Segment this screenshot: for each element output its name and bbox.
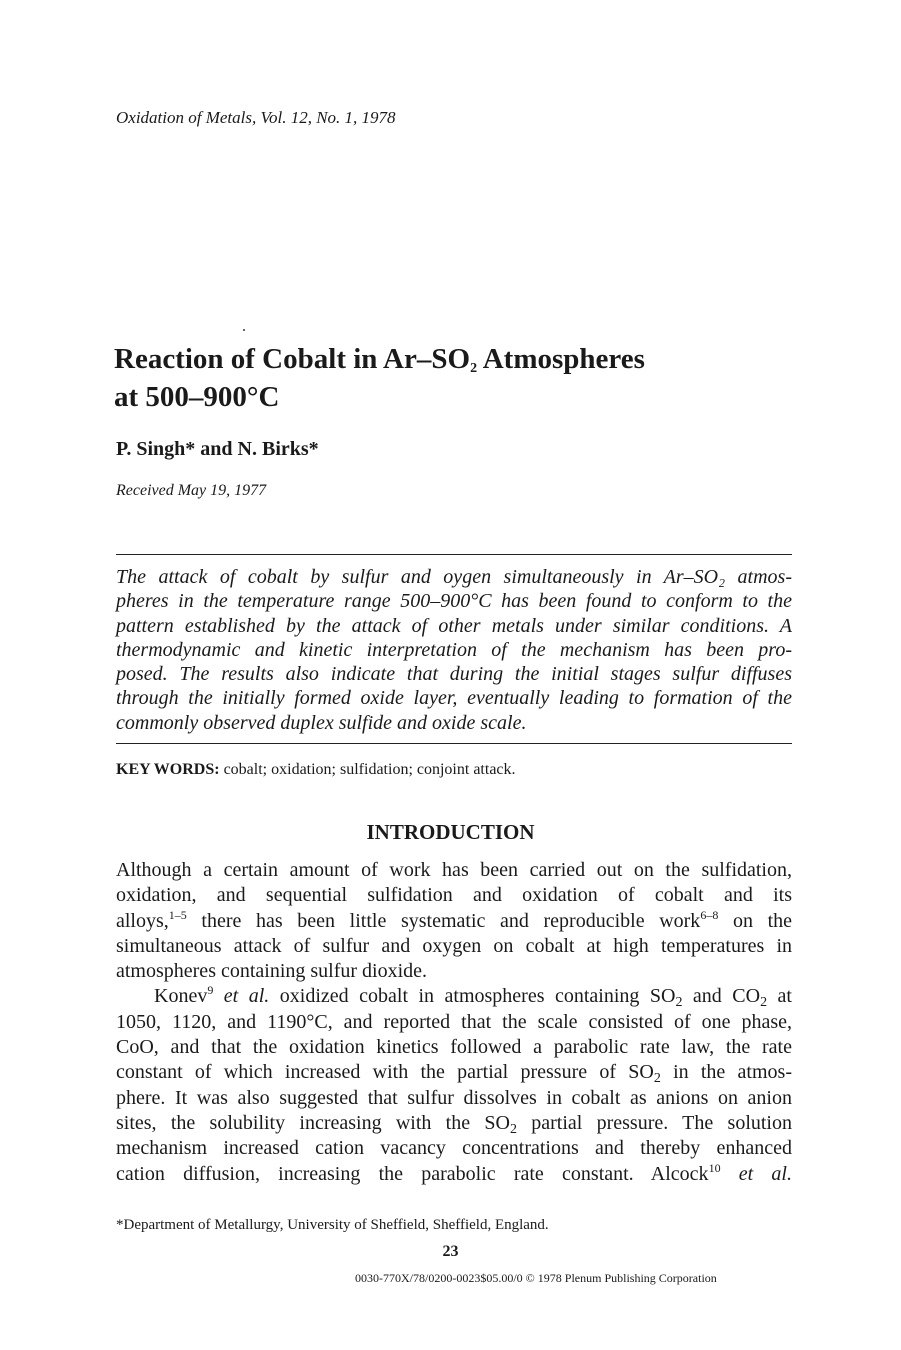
introduction-body	[116, 858, 792, 1187]
body-line: alloys,$^{1-5}$ there has been little systematic and reproducible work$^{6-8}$ on the	[116, 907, 792, 932]
body-line: constant of which increased with the partial pressure of $SO_2$ in the atmos-	[116, 1061, 792, 1087]
abstract-line: pattern established by the attack of other metals under similar conditions. A	[116, 614, 792, 637]
abstract-top-rule	[116, 554, 792, 555]
citation-ref: 6–8	[700, 907, 719, 922]
abstract-line: thermodynamic and kinetic interpretation of the mechanism has been pro-	[116, 638, 792, 661]
journal-citation: Oxidation of Metals, Vol. 12, No. 1, 1978	[116, 108, 396, 127]
body-line: 1050, 1120, and 1190°C, and reported that the scale consisted of one phase,	[116, 1010, 792, 1033]
section-heading: INTRODUCTION	[366, 820, 535, 844]
body-line: CoO, and that the oxidation kinetics followed a parabolic rate law, the rate	[116, 1036, 792, 1059]
affiliation-footnote: *Department of Metallurgy, University of Sheffield, Sheffield, England.	[116, 1217, 549, 1233]
received-date: Received May 19, 1977	[116, 482, 267, 499]
abstract-line: commonly observed duplex sulfide and oxide scale.	[116, 711, 527, 734]
copyright-line: 0030-770X/78/0200-0023$05.00/0 © 1978 Plenum Publishing Corporation	[355, 1271, 717, 1285]
title-line-2: at 500–900°C	[114, 381, 280, 413]
title-line-1: Reaction of Cobalt in $Ar-SO_2$ Atmospheres	[114, 343, 645, 376]
authors: P. Singh* and N. Birks*	[116, 438, 319, 460]
body-line: atmospheres containing sulfur dioxide.	[116, 960, 428, 983]
citation-ref: 10	[708, 1160, 721, 1175]
abstract-bottom-rule	[116, 743, 792, 744]
body-line: phere. It was also suggested that sulfur dissolves in cobalt as anions on anion	[116, 1086, 792, 1109]
body-line: oxidation, and sequential sulfidation and oxidation of cobalt and its	[116, 884, 792, 907]
body-line: mechanism increased cation vacancy concentrations and thereby enhanced	[116, 1137, 792, 1160]
paper-title	[114, 340, 794, 416]
abstract-line: pheres in the temperature range 500–900°C has been found to conform to the	[116, 590, 792, 613]
abstract-line: through the initially formed oxide layer, eventually leading to formation of the	[116, 687, 792, 710]
body-line: Although a certain amount of work has been carried out on the sulfidation,	[116, 859, 792, 881]
body-line: Konev$^9$ et al. oxidized cobalt in atmospheres containing $SO_2$ and $CO_2$ at	[154, 983, 792, 1011]
abstract	[116, 565, 792, 735]
abstract-line: posed. The results also indicate that during the initial stages sulfur diffuses	[116, 663, 792, 686]
key-words-text: cobalt; oxidation; sulfidation; conjoint attack.	[219, 761, 516, 778]
body-line: simultaneous attack of sulfur and oxygen on cobalt at high temperatures in	[116, 934, 792, 957]
scan-speck	[243, 329, 245, 331]
citation-ref: 9	[207, 983, 214, 998]
key-words	[116, 761, 516, 779]
body-line: cation diffusion, increasing the parabolic rate constant. Alcock$^{10}$ et al.	[116, 1160, 792, 1185]
page-number: 23	[442, 1243, 459, 1260]
key-words-label: KEY WORDS:	[116, 761, 220, 778]
abstract-line: The attack of cobalt by sulfur and oygen simultaneously in Ar–SO₂ atmos-	[116, 566, 792, 588]
citation-ref: 1–5	[168, 907, 187, 922]
body-line: sites, the solubility increasing with the $SO_2$ partial pressure. The solution	[116, 1111, 792, 1137]
